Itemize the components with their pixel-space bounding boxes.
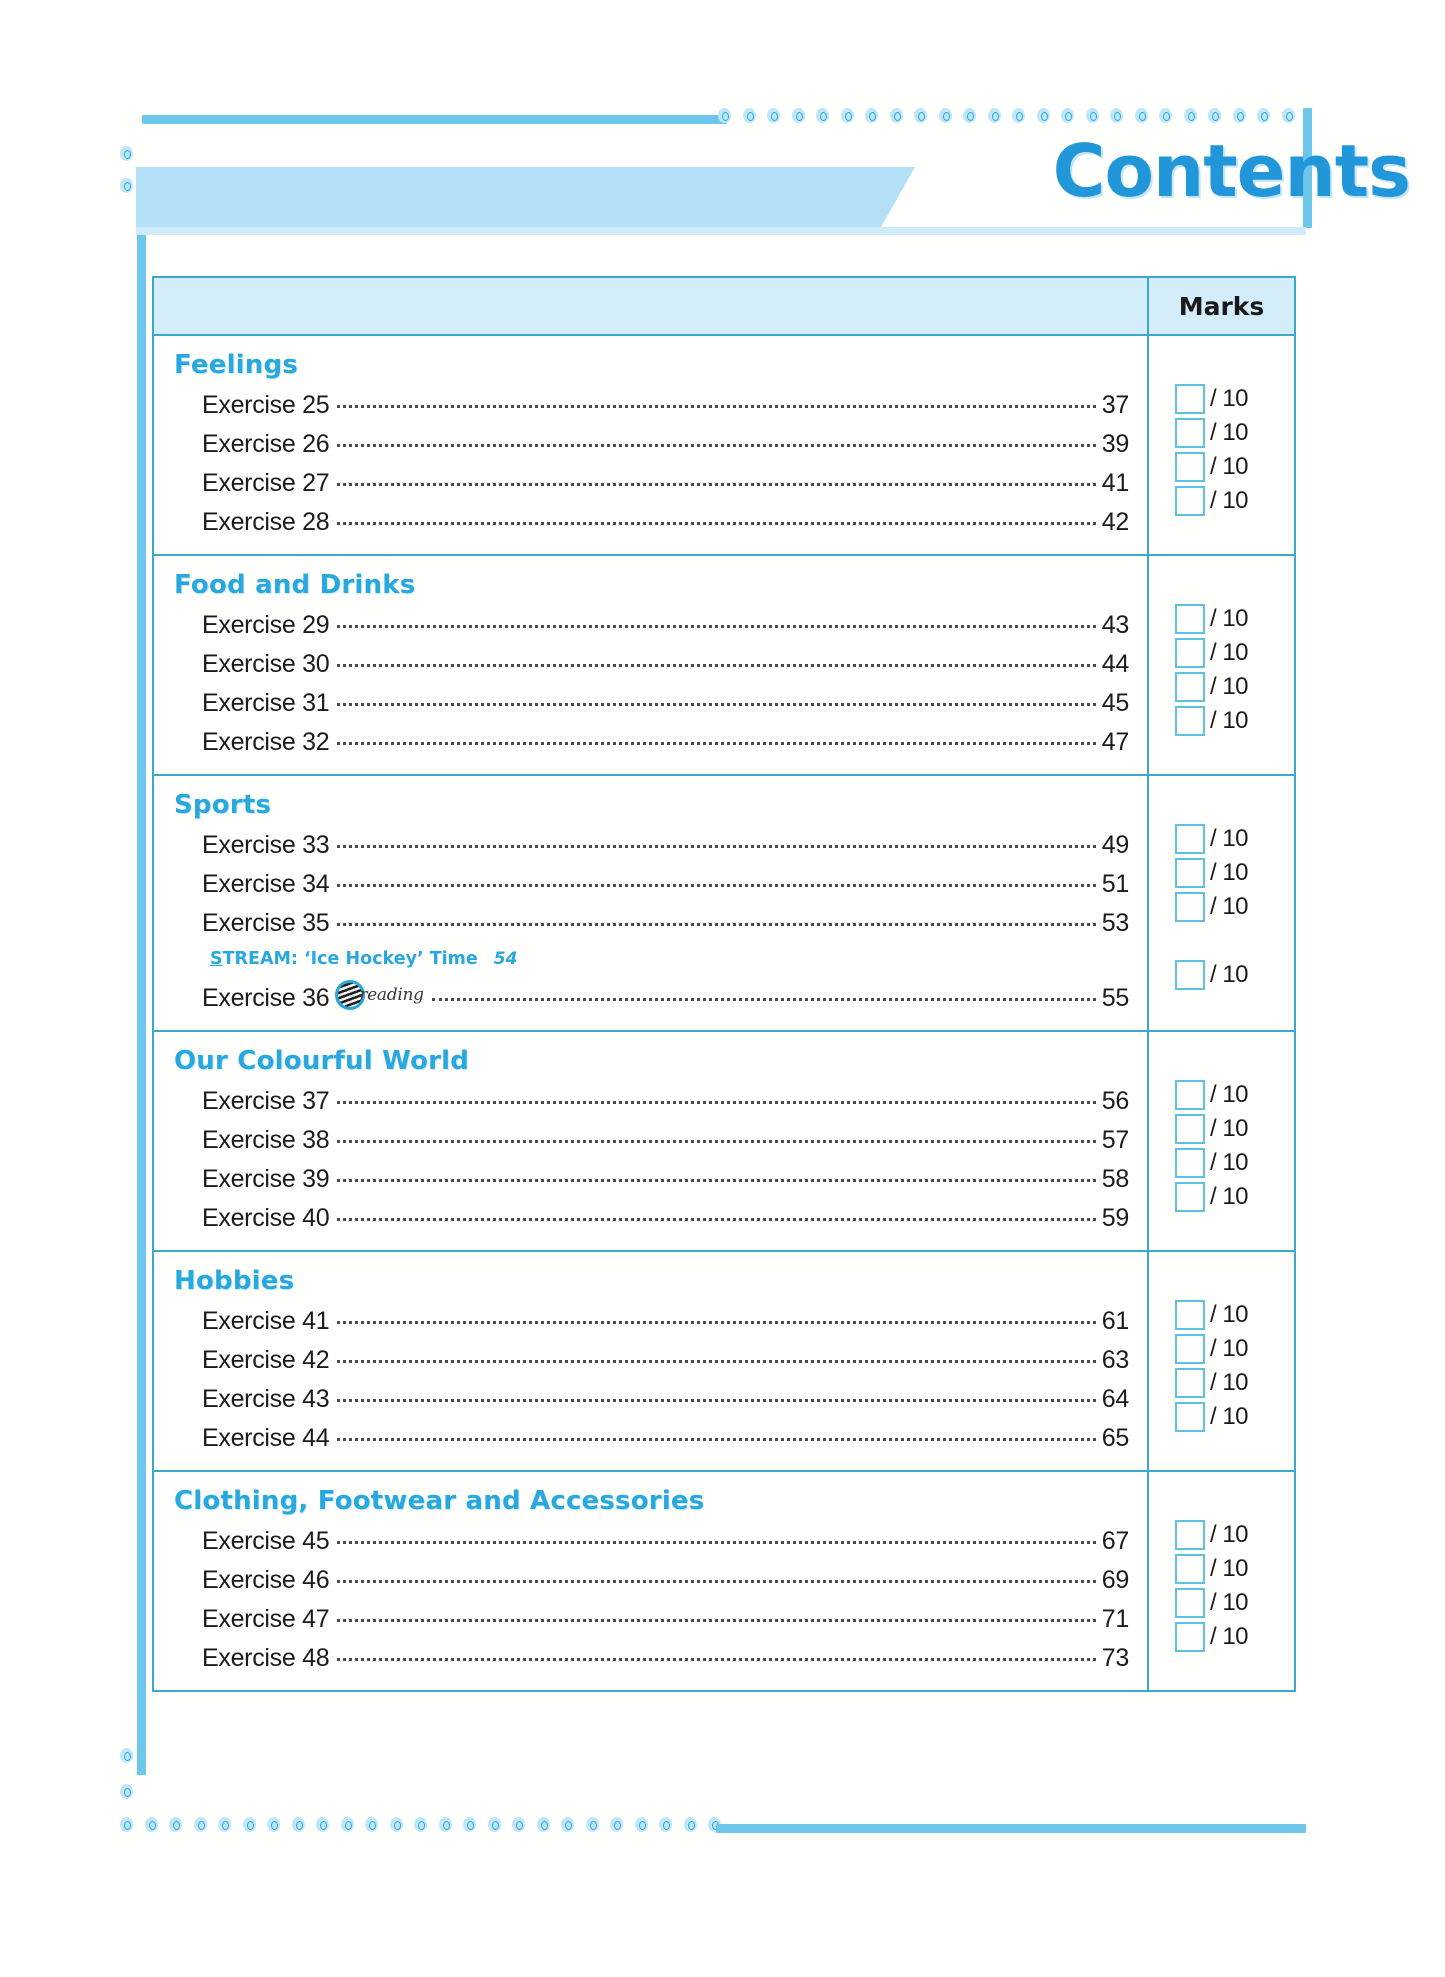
- marks-entry: [1149, 1078, 1294, 1112]
- mark-checkbox[interactable]: [1175, 384, 1205, 414]
- marks-entry: [1149, 958, 1294, 992]
- mark-denominator: / 10: [1210, 1335, 1249, 1362]
- marks-entry: [1149, 856, 1294, 890]
- section-entries: [154, 556, 1147, 774]
- dot-leader: [337, 1658, 1095, 1661]
- mark-denominator: / 10: [1210, 605, 1249, 632]
- marks-entry: [1149, 1180, 1294, 1214]
- dot-leader: [337, 1580, 1095, 1583]
- decorative-dot: [1233, 108, 1246, 123]
- marks-column-header: Marks: [1147, 278, 1294, 334]
- decorative-dot: [1159, 108, 1172, 123]
- decorative-dot: [414, 1817, 427, 1832]
- decorative-dot: [561, 1817, 574, 1832]
- decorative-dot: [816, 108, 829, 123]
- dot-leader: [337, 522, 1095, 525]
- mark-denominator: / 10: [1210, 859, 1249, 886]
- marks-entry: [1149, 890, 1294, 924]
- exercise-label: Exercise 48: [202, 1644, 330, 1672]
- decorative-dot: [865, 108, 878, 123]
- page-number: 41: [1101, 469, 1129, 497]
- dot-leader: [337, 1218, 1095, 1221]
- mark-denominator: / 10: [1210, 1589, 1249, 1616]
- dot-leader: [337, 742, 1095, 745]
- marks-entry: [1149, 704, 1294, 738]
- exercise-label: Exercise 31: [202, 689, 330, 717]
- stream-page: 54: [493, 949, 518, 969]
- decorative-dot: [169, 1817, 182, 1832]
- marks-entry: [1149, 1332, 1294, 1366]
- table-row[interactable]: [154, 1639, 1147, 1678]
- page-number: 63: [1101, 1346, 1129, 1374]
- decorative-dot: [341, 1817, 354, 1832]
- bottom-right-rule: [716, 1824, 1306, 1833]
- page-number: 56: [1101, 1087, 1129, 1115]
- dot-leader: [337, 884, 1095, 887]
- page-number: 51: [1101, 870, 1129, 898]
- marks-entry: [1149, 1298, 1294, 1332]
- table-row[interactable]: [154, 1302, 1147, 1341]
- table-section: [154, 1472, 1294, 1690]
- page-number: 64: [1101, 1385, 1129, 1413]
- exercise-label: Exercise 36: [202, 984, 330, 1012]
- table-row[interactable]: [154, 904, 1147, 943]
- table-row[interactable]: [154, 1199, 1147, 1238]
- marks-spacer: [1149, 924, 1294, 958]
- exercise-label: Exercise 47: [202, 1605, 330, 1633]
- section-marks: [1147, 1472, 1294, 1690]
- decorative-dot: [890, 108, 903, 123]
- mark-denominator: / 10: [1210, 639, 1249, 666]
- section-marks: [1147, 1252, 1294, 1470]
- mark-checkbox[interactable]: [1175, 892, 1205, 922]
- exercise-label: Exercise 26: [202, 430, 330, 458]
- bottom-left-dot-b: [120, 1784, 133, 1799]
- marks-entry: [1149, 484, 1294, 518]
- exercise-label: Exercise 40: [202, 1204, 330, 1232]
- decorative-dot: [463, 1817, 476, 1832]
- table-row[interactable]: [154, 645, 1147, 684]
- table-section: [154, 556, 1294, 776]
- table-header-row: [154, 278, 1294, 336]
- mark-checkbox[interactable]: [1175, 1148, 1205, 1178]
- exercise-label: Exercise 35: [202, 909, 330, 937]
- section-entries: [154, 776, 1147, 1030]
- decorative-dot: [586, 1817, 599, 1832]
- mark-checkbox[interactable]: [1175, 960, 1205, 990]
- page-number: 58: [1101, 1165, 1129, 1193]
- marks-entry: [1149, 1620, 1294, 1654]
- dot-leader: [337, 1101, 1095, 1104]
- exercise-label: Exercise 28: [202, 508, 330, 536]
- decorative-dot: [988, 108, 1001, 123]
- decorative-dot: [292, 1817, 305, 1832]
- mark-checkbox[interactable]: [1175, 452, 1205, 482]
- mark-denominator: / 10: [1210, 1403, 1249, 1430]
- mark-checkbox[interactable]: [1175, 1300, 1205, 1330]
- page-number: 37: [1101, 391, 1129, 419]
- dot-leader: [337, 703, 1095, 706]
- section-heading: Food and Drinks: [174, 570, 416, 600]
- decorative-dot: [767, 108, 780, 123]
- page-number: 67: [1101, 1527, 1129, 1555]
- mark-checkbox[interactable]: [1175, 486, 1205, 516]
- mark-checkbox[interactable]: [1175, 1182, 1205, 1212]
- exercise-label: Exercise 45: [202, 1527, 330, 1555]
- decorative-dot: [684, 1817, 697, 1832]
- mark-denominator: / 10: [1210, 1555, 1249, 1582]
- decorative-dot: [365, 1817, 378, 1832]
- decorative-dot: [1061, 108, 1074, 123]
- table-row[interactable]: [154, 1341, 1147, 1380]
- mark-denominator: / 10: [1210, 453, 1249, 480]
- mark-denominator: / 10: [1210, 1115, 1249, 1142]
- section-entries: [154, 1252, 1147, 1470]
- table-row[interactable]: [154, 606, 1147, 645]
- page-title: Contents: [1052, 129, 1410, 213]
- title-banner: [136, 167, 881, 227]
- mark-checkbox[interactable]: [1175, 1080, 1205, 1110]
- mark-denominator: / 10: [1210, 1149, 1249, 1176]
- decorative-dot: [718, 108, 731, 123]
- decorative-dot: [841, 108, 854, 123]
- exercise-label: Exercise 34: [202, 870, 330, 898]
- decorative-dot: [243, 1817, 256, 1832]
- table-row[interactable]: [154, 1419, 1147, 1458]
- exercise-label: Exercise 37: [202, 1087, 330, 1115]
- mark-checkbox[interactable]: [1175, 1588, 1205, 1618]
- marks-entry: [1149, 450, 1294, 484]
- decorative-dot: [1037, 108, 1050, 123]
- section-marks: [1147, 336, 1294, 554]
- page-number: 65: [1101, 1424, 1129, 1452]
- page-number: 43: [1101, 611, 1129, 639]
- table-row[interactable]: [154, 1160, 1147, 1199]
- dot-leader: [432, 998, 1096, 1001]
- table-row[interactable]: [154, 464, 1147, 503]
- marks-entry: [1149, 1366, 1294, 1400]
- decorative-dot: [659, 1817, 672, 1832]
- marks-spacer: [1149, 568, 1294, 602]
- table-row[interactable]: [154, 1082, 1147, 1121]
- table-section: [154, 776, 1294, 1032]
- mark-checkbox[interactable]: [1175, 604, 1205, 634]
- table-body: [154, 336, 1294, 1690]
- title-banner-underline: [136, 227, 1306, 235]
- page-number: 55: [1101, 984, 1129, 1012]
- section-entries: [154, 1032, 1147, 1250]
- page-number: 45: [1101, 689, 1129, 717]
- dot-leader: [337, 1541, 1095, 1544]
- table-row[interactable]: [154, 723, 1147, 762]
- mark-denominator: / 10: [1210, 825, 1249, 852]
- page-number: 73: [1101, 1644, 1129, 1672]
- dot-leader: [337, 1140, 1095, 1143]
- mark-denominator: / 10: [1210, 487, 1249, 514]
- decorative-dot: [939, 108, 952, 123]
- dot-leader: [337, 1438, 1095, 1441]
- dot-leader: [337, 1399, 1095, 1402]
- page-number: 61: [1101, 1307, 1129, 1335]
- marks-entry: [1149, 1112, 1294, 1146]
- table-row[interactable]: [154, 971, 1147, 1018]
- contents-table: [152, 276, 1296, 1692]
- marks-entry: [1149, 636, 1294, 670]
- mark-checkbox[interactable]: [1175, 706, 1205, 736]
- exercise-label: Exercise 41: [202, 1307, 330, 1335]
- page-number: 53: [1101, 909, 1129, 937]
- mark-denominator: / 10: [1210, 385, 1249, 412]
- mark-checkbox[interactable]: [1175, 672, 1205, 702]
- mark-denominator: / 10: [1210, 893, 1249, 920]
- dot-leader: [337, 664, 1095, 667]
- table-row[interactable]: [154, 425, 1147, 464]
- dot-leader: [337, 444, 1095, 447]
- table-row[interactable]: [154, 826, 1147, 865]
- page-number: 57: [1101, 1126, 1129, 1154]
- table-row[interactable]: [154, 1380, 1147, 1419]
- table-row[interactable]: [154, 1121, 1147, 1160]
- page-number: 49: [1101, 831, 1129, 859]
- exercise-label: Exercise 38: [202, 1126, 330, 1154]
- mark-checkbox[interactable]: [1175, 824, 1205, 854]
- decorative-dot: [218, 1817, 231, 1832]
- exercise-label: Exercise 42: [202, 1346, 330, 1374]
- table-row[interactable]: [154, 1600, 1147, 1639]
- mark-checkbox[interactable]: [1175, 858, 1205, 888]
- decorative-dot: [390, 1817, 403, 1832]
- dot-leader: [337, 845, 1095, 848]
- marks-entry: [1149, 1518, 1294, 1552]
- page-number: 71: [1101, 1605, 1129, 1633]
- decorative-dot: [914, 108, 927, 123]
- marks-entry: [1149, 670, 1294, 704]
- mark-checkbox[interactable]: [1175, 1520, 1205, 1550]
- marks-entry: [1149, 1400, 1294, 1434]
- section-marks: [1147, 556, 1294, 774]
- mark-checkbox[interactable]: [1175, 1402, 1205, 1432]
- section-heading: Feelings: [174, 350, 298, 380]
- marks-spacer: [1149, 1484, 1294, 1518]
- table-row[interactable]: [154, 1522, 1147, 1561]
- marks-spacer: [1149, 1264, 1294, 1298]
- decorative-dot: [316, 1817, 329, 1832]
- mark-checkbox[interactable]: [1175, 638, 1205, 668]
- marks-entry: [1149, 602, 1294, 636]
- section-entries: [154, 1472, 1147, 1690]
- exercise-label: Exercise 46: [202, 1566, 330, 1594]
- page-number: 47: [1101, 728, 1129, 756]
- stream-initial: S: [210, 949, 223, 969]
- dot-leader: [337, 625, 1095, 628]
- decorative-dot: [488, 1817, 501, 1832]
- left-rule: [137, 175, 146, 1775]
- table-section: [154, 1252, 1294, 1472]
- marks-entry: [1149, 1146, 1294, 1180]
- mark-denominator: / 10: [1210, 961, 1249, 988]
- table-row[interactable]: [154, 386, 1147, 425]
- marks-spacer: [1149, 788, 1294, 822]
- table-row[interactable]: [154, 684, 1147, 723]
- decorative-dot: [194, 1817, 207, 1832]
- table-row[interactable]: [154, 865, 1147, 904]
- decorative-dot: [120, 1817, 133, 1832]
- decorative-dot: [1086, 108, 1099, 123]
- decorative-dot: [1135, 108, 1148, 123]
- mark-denominator: / 10: [1210, 1623, 1249, 1650]
- exercise-label: Exercise 25: [202, 391, 330, 419]
- decorative-dot: [963, 108, 976, 123]
- dot-leader: [337, 1179, 1095, 1182]
- decorative-dot: [1012, 108, 1025, 123]
- mark-denominator: / 10: [1210, 1521, 1249, 1548]
- decorative-dot: [635, 1817, 648, 1832]
- mark-denominator: / 10: [1210, 673, 1249, 700]
- decorative-dot: [1184, 108, 1197, 123]
- mark-denominator: / 10: [1210, 1369, 1249, 1396]
- marks-entry: [1149, 382, 1294, 416]
- mark-checkbox[interactable]: [1175, 1554, 1205, 1584]
- section-heading: Hobbies: [174, 1266, 295, 1296]
- mark-checkbox[interactable]: [1175, 1114, 1205, 1144]
- decorative-dot: [512, 1817, 525, 1832]
- exercise-label: Exercise 33: [202, 831, 330, 859]
- marks-entry: [1149, 1552, 1294, 1586]
- page-number: 59: [1101, 1204, 1129, 1232]
- section-heading: Our Colourful World: [174, 1046, 470, 1076]
- table-section: [154, 336, 1294, 556]
- marks-spacer: [1149, 348, 1294, 382]
- section-heading: Clothing, Footwear and Accessories: [174, 1486, 705, 1516]
- dot-leader: [337, 483, 1095, 486]
- decorative-dot: [1208, 108, 1221, 123]
- decorative-dot: [1110, 108, 1123, 123]
- mark-denominator: / 10: [1210, 1183, 1249, 1210]
- marks-spacer: [1149, 1044, 1294, 1078]
- decorative-dot: [145, 1817, 158, 1832]
- mark-denominator: / 10: [1210, 1081, 1249, 1108]
- section-heading: Sports: [174, 790, 272, 820]
- page-number: 42: [1101, 508, 1129, 536]
- mark-denominator: / 10: [1210, 419, 1249, 446]
- exercise-label: Exercise 39: [202, 1165, 330, 1193]
- mark-checkbox[interactable]: [1175, 1368, 1205, 1398]
- decorative-dot: [267, 1817, 280, 1832]
- page-number: 44: [1101, 650, 1129, 678]
- dot-leader: [337, 1619, 1095, 1622]
- mark-denominator: / 10: [1210, 1301, 1249, 1328]
- section-marks: [1147, 1032, 1294, 1250]
- page-number: 69: [1101, 1566, 1129, 1594]
- table-row[interactable]: [154, 503, 1147, 542]
- decorative-dot: [1257, 108, 1270, 123]
- decorative-dot: [792, 108, 805, 123]
- mark-checkbox[interactable]: [1175, 418, 1205, 448]
- marks-entry: [1149, 1586, 1294, 1620]
- top-left-rule: [142, 115, 727, 124]
- marks-entry: [1149, 822, 1294, 856]
- exercise-label: Exercise 32: [202, 728, 330, 756]
- page-number: 39: [1101, 430, 1129, 458]
- table-row[interactable]: [154, 1561, 1147, 1600]
- decorative-dot: [1282, 108, 1295, 123]
- marks-entry: [1149, 416, 1294, 450]
- exercise-label: Exercise 30: [202, 650, 330, 678]
- bottom-left-dot-a: [120, 1748, 133, 1763]
- exercise-label: Exercise 27: [202, 469, 330, 497]
- exercise-label: Exercise 43: [202, 1385, 330, 1413]
- reading-badge: [335, 980, 423, 1010]
- exercise-label: Exercise 29: [202, 611, 330, 639]
- table-section: [154, 1032, 1294, 1252]
- dot-leader: [337, 405, 1095, 408]
- dot-leader: [337, 1321, 1095, 1324]
- decorative-dot: [743, 108, 756, 123]
- reading-badge-label: reading: [359, 985, 424, 1005]
- section-entries: [154, 336, 1147, 554]
- bottom-dot-border: [120, 1817, 721, 1832]
- dot-leader: [337, 923, 1095, 926]
- decorative-dot: [610, 1817, 623, 1832]
- exercise-label: Exercise 44: [202, 1424, 330, 1452]
- dot-leader: [337, 1360, 1095, 1363]
- section-marks: [1147, 776, 1294, 1030]
- stream-note: [154, 943, 1147, 971]
- mark-checkbox[interactable]: [1175, 1334, 1205, 1364]
- decorative-dot: [537, 1817, 550, 1832]
- table-header-left-cell: [154, 278, 1147, 334]
- mark-denominator: / 10: [1210, 707, 1249, 734]
- stream-text: TREAM: ‘Ice Hockey’ Time: [222, 949, 478, 969]
- top-dot-border: [718, 108, 1295, 123]
- decorative-dot: [439, 1817, 452, 1832]
- mark-checkbox[interactable]: [1175, 1622, 1205, 1652]
